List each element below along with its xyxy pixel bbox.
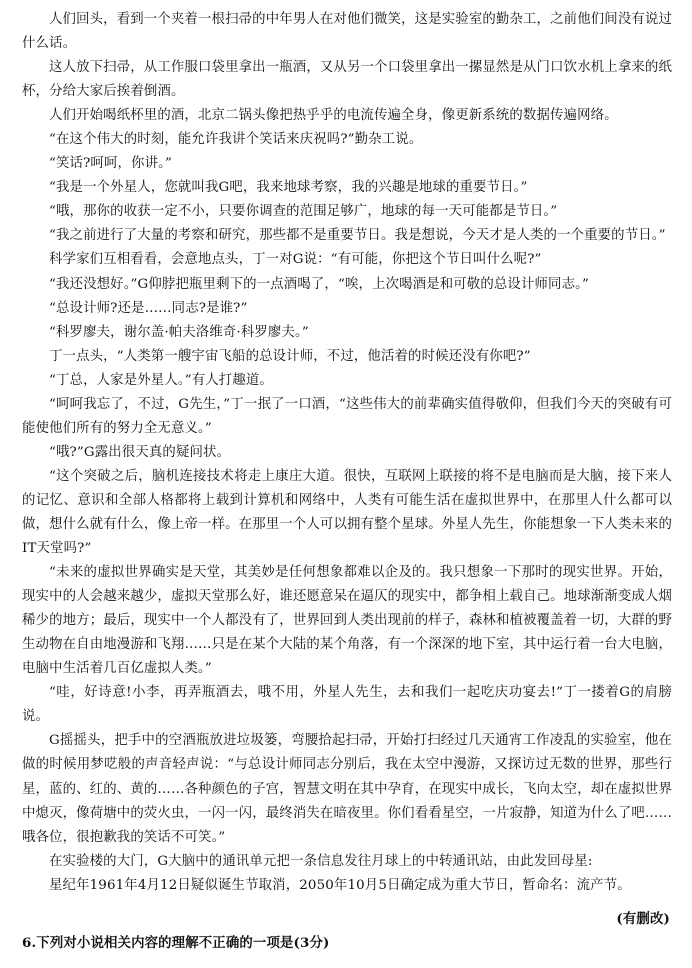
paragraph-7: “哦，那你的收获一定不小，只要你调查的范围足够广，地球的每一天可能都是节日。” [49,204,558,220]
paragraph-2: 这人放下扫帚，从工作服口袋里拿出一瓶酒，又从另一个口袋里拿出一摞显然是从门口饮水机上拿来的纸杯，分给大家后挨着倒酒。 [22,60,672,100]
paragraph-12: “科罗廖夫，谢尔盖·帕夫洛维奇·科罗廖夫。” [49,324,309,340]
paragraph-13: 丁一点头，“人类第一艘宇宙飞船的总设计师，不过，他活着的时候还没有你吧?” [49,348,531,364]
paragraph-8: “我之前进行了大量的考察和研究，那些都不是重要节日。我是想说，今天才是人类的一个重要的节日。” [49,228,666,244]
paragraph-15: “呵呵我忘了，不过，G先生，”丁一抿了一口酒，“这些伟大的前辈确实值得敬仰，但我们今天的突破有可能使他们所有的努力全无意义。” [22,396,672,436]
paragraph-9: 科学家们互相看看，会意地点头，丁一对G说：“有可能，你把这个节日叫什么呢?” [49,252,542,268]
paragraph-14: “丁总，人家是外星人。”有人打趣道。 [49,372,273,388]
paragraph-20: G摇摇头，把手中的空酒瓶放进垃圾篓，弯腰拾起扫帚，开始打扫经过几天通宵工作凌乱的实验室，他在做的时候用梦呓般的声音轻声说：“与总设计师同志分别后，我在太空中漫游，又探访过无数的世界，那些行星，蓝的、红的、黄的……各种颜色的子宫，智慧文明在其中孕育，在现实中成长，飞向太空，却在虚拟世界中熄灭，像荷塘中的荧火虫，一闪一闪，最终消失在暗夜里。你们看看星空，一片寂静，知道为什么了吧……哦各位，很抱歉我的笑话不可笑。” [22,733,672,845]
paragraph-10: “我还没想好。”G仰脖把瓶里剩下的一点酒喝了，“唉，上次喝酒是和可敬的总设计师同志。” [49,276,589,292]
paragraph-21: 在实验楼的大门，G大脑中的通讯单元把一条信息发往月球上的中转通讯站，由此发回母星: [49,853,593,869]
paragraph-19: “哇，好诗意!小李，再弄瓶酒去，哦不用，外星人先生，去和我们一起吃庆功宴去!”丁一搂着G的肩膀说。 [22,685,672,725]
question-6: 6.下列对小说相关内容的理解不正确的一项是(3分) [22,934,330,951]
paragraph-18: “未来的虚拟世界确实是天堂，其美妙是任何想象都难以企及的。我只想象一下那时的现实世界。开始，现实中的人会越来越少，虚拟天堂那么好，谁还愿意呆在逼仄的现实中，都争相上载自己。地球渐渐变成人烟稀少的地方；最后，现实中一个人都没有了，世界回到人类出现前的样子，森林和植被覆盖着一切，大群的野生动物在自由地漫游和飞翔……只是在某个大陆的某个角落，有一个深深的地下室，其中运行着一台大电脑，电脑中生活着几百亿虚拟人类。” [22,565,672,677]
paragraph-6: “我是一个外星人，您就叫我G吧，我来地球考察，我的兴趣是地球的重要节日。” [49,180,528,196]
article [22,8,672,955]
paragraph-1: 人们回头，看到一个夹着一根扫帚的中年男人在对他们微笑，这是实验室的勤杂工，之前他们间没有说过什么话。 [22,12,672,52]
paragraph-17: “这个突破之后，脑机连接技术将走上康庄大道。很快，互联网上联接的将不是电脑而是大脑，接下来人的记忆、意识和全部人格都将上载到计算机和网络中，人类有可能生活在虚拟世界中，在那里人什么都可以做，想什么就有什么，像上帝一样。在那里一个人可以拥有整个星球。外星人先生，你能想象一下人类未来的IT天堂吗?” [22,468,672,557]
paragraph-22: 星纪年1961年4月12日疑似诞生节取消，2050年10月5日确定成为重大节日，暂命名：流产节。 [49,877,631,893]
paragraph-16: “哦?”G露出很天真的疑问状。 [49,444,231,460]
paragraph-3: 人们开始喝纸杯里的酒，北京二锅头像把热乎乎的电流传遍全身，像更新系统的数据传遍网络。 [49,108,618,124]
paragraph-11: “总设计师?还是……同志?是谁?” [49,300,248,316]
edit-note: (有删改) [616,910,670,927]
paragraph-5: “笑话?呵呵，你讲。” [49,156,172,172]
paragraph-4: “在这个伟大的时刻，能允许我讲个笑话来庆祝吗?”勤杂工说。 [49,132,423,148]
